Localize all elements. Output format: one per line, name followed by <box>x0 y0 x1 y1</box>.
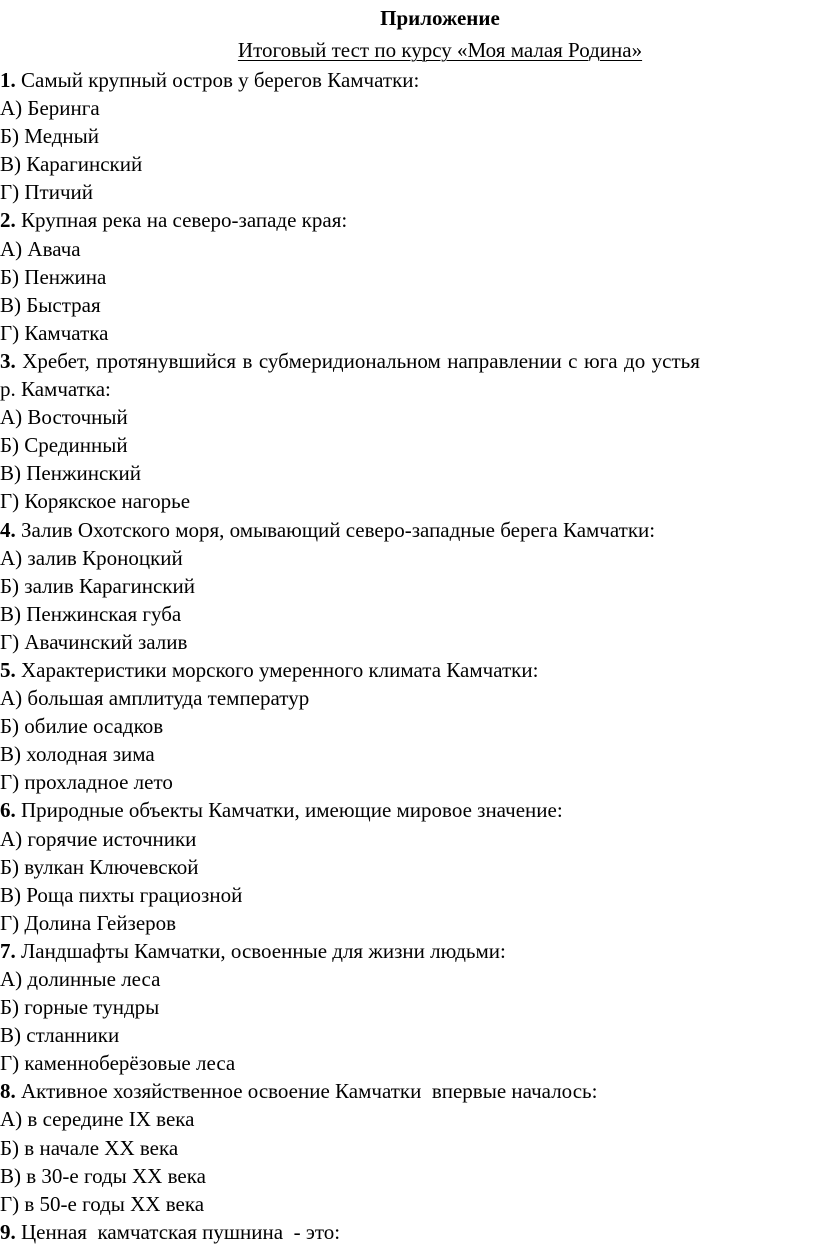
answer-option: А) долинные леса <box>0 967 161 991</box>
answer-option: А) Беринга <box>0 96 100 121</box>
question-number: 1. <box>0 68 16 92</box>
answer-option: В) Пенжинская губа <box>0 601 182 626</box>
answer-option: Б) залив Карагинский <box>0 573 195 598</box>
question-5 <box>0 656 816 684</box>
question-6 <box>0 796 816 824</box>
answer-option: В) Карагинский <box>0 152 143 177</box>
question-text: Залив Охотского моря, омывающий северо-западные берега Камчатки: <box>21 517 656 542</box>
answer-option: А) Авача <box>0 236 81 261</box>
question-2 <box>0 206 816 234</box>
answer-option: В) в 30-е годы XX века <box>0 1163 206 1188</box>
answer-option: Г) в 50-е годы XX века <box>0 1191 205 1216</box>
answer-option: Г) каменноберёзовые леса <box>0 1051 236 1076</box>
answer-option: В) Роща пихты грациозной <box>0 882 243 907</box>
question-list <box>0 66 816 1246</box>
answer-option: Г) Долина Гейзеров <box>0 910 177 935</box>
answer-option: Г) Птичий <box>0 180 94 205</box>
answer-option: А) большая амплитуда температур <box>0 686 310 711</box>
answer-option: Г) Корякское нагорье <box>0 489 191 514</box>
answer-option: А) залив Кроноцкий <box>0 545 183 570</box>
question-number: 7. <box>0 938 16 963</box>
question-text: Самый крупный остров у берегов Камчатки: <box>21 68 420 92</box>
question-3 <box>0 347 816 375</box>
question-text: Ландшафты Камчатки, освоенные для жизни людьми: <box>21 938 506 963</box>
question-number: 6. <box>0 798 16 823</box>
answer-option: Б) в начале XX века <box>0 1135 179 1160</box>
answer-option: А) Восточный <box>0 405 128 430</box>
answer-option: Б) горные тундры <box>0 995 160 1020</box>
answer-option: Б) Пенжина <box>0 264 107 289</box>
question-text: Природные объекты Камчатки, имеющие мировое значение: <box>21 798 563 823</box>
question-text: Крупная река на северо-западе края: <box>21 208 348 233</box>
answer-option: А) горячие источники <box>0 826 197 851</box>
document-title: Приложение <box>380 6 500 30</box>
question-text-continuation: р. Камчатка: <box>0 377 111 402</box>
question-text: Активное хозяйственное освоение Камчатки впервые началось: <box>21 1079 598 1104</box>
question-number: 3. <box>0 348 16 373</box>
question-1 <box>0 66 816 94</box>
question-text: Характеристики морского умеренного климата Камчатки: <box>21 657 539 682</box>
question-4 <box>0 516 816 544</box>
question-7 <box>0 937 816 965</box>
answer-option: Б) обилие осадков <box>0 714 164 739</box>
question-number: 9. <box>0 1219 16 1244</box>
answer-option: В) Быстрая <box>0 292 101 317</box>
answer-option: Г) Авачинский залив <box>0 629 188 654</box>
answer-option: Б) Медный <box>0 124 100 149</box>
question-9 <box>0 1218 816 1246</box>
answer-option: Г) Камчатка <box>0 320 109 345</box>
answer-option: Б) вулкан Ключевской <box>0 854 199 879</box>
answer-option: В) стланники <box>0 1023 120 1048</box>
answer-option: Б) Срединный <box>0 433 128 458</box>
answer-option: А) в середине IX века <box>0 1107 195 1132</box>
question-number: 5. <box>0 657 16 682</box>
answer-option: Г) прохладное лето <box>0 770 173 795</box>
question-text: Ценная камчатская пушнина - это: <box>21 1219 341 1244</box>
question-8 <box>0 1077 816 1105</box>
answer-option: В) Пенжинский <box>0 461 141 486</box>
document-subtitle: Итоговый тест по курсу «Моя малая Родина» <box>237 38 643 62</box>
question-text: Хребет, протянувшийся в субмеридиональном направлении с юга до устья <box>22 348 700 373</box>
answer-option: В) холодная зима <box>0 742 155 767</box>
question-number: 2. <box>0 208 16 233</box>
question-number: 4. <box>0 517 16 542</box>
question-number: 8. <box>0 1079 16 1104</box>
